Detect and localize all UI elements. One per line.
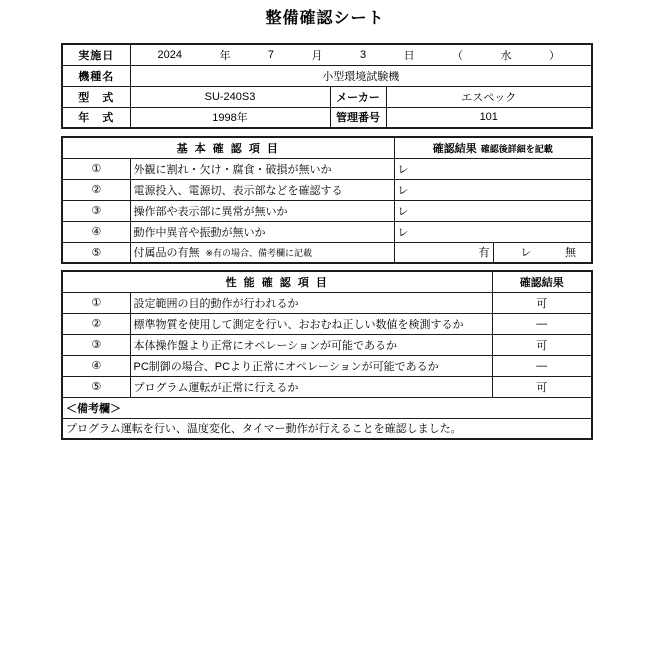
date-day: 3 <box>359 48 367 61</box>
date-day-unit: 日 <box>403 49 415 62</box>
basic-result-check: レ <box>394 158 592 179</box>
basic-item-number: ① <box>62 158 130 179</box>
perf-result: 可 <box>492 292 592 313</box>
perf-item-number: ④ <box>62 355 130 376</box>
basic-item-number: ③ <box>62 200 130 221</box>
date-paren-open: （ <box>452 49 464 62</box>
accessory-check: レ <box>520 247 532 260</box>
perf-header: 性 能 確 認 項 目 <box>62 271 492 292</box>
date-year: 2024 <box>157 48 182 61</box>
perf-item-text: PC制御の場合、PCより正常にオペレーションが可能であるか <box>130 355 492 376</box>
date-label: 実施日 <box>62 44 130 65</box>
basic-result-check: レ <box>394 200 592 221</box>
accessory-no-cell <box>493 242 592 263</box>
model-name-label: 機種名 <box>62 65 130 86</box>
basic-row-3 <box>62 200 592 221</box>
remarks-body-row <box>62 418 592 439</box>
date-month: 7 <box>267 48 275 61</box>
basic-result-header: 確認結果 <box>432 142 477 155</box>
page-title: 整備確認シート <box>265 10 385 27</box>
date-row <box>62 44 592 65</box>
model-row <box>62 86 592 107</box>
basic-result-check: レ <box>394 179 592 200</box>
date-weekday: 水 <box>500 49 512 62</box>
date-value <box>134 47 589 63</box>
basic-header: 基 本 確 認 項 目 <box>62 137 394 158</box>
control-number-label: 管理番号 <box>330 107 386 128</box>
basic-item-text: 電源投入、電源切、表示部などを確認する <box>130 179 394 200</box>
basic-row-5 <box>62 242 592 263</box>
date-paren-close: ） <box>548 49 560 62</box>
accessory-yes-cell: 有 <box>394 242 493 263</box>
basic-item-number: ④ <box>62 221 130 242</box>
year-value: 1998年 <box>130 107 330 128</box>
basic-item-text: 動作中異音や振動が無いか <box>130 221 394 242</box>
date-year-unit: 年 <box>219 49 231 62</box>
perf-item-number: ② <box>62 313 130 334</box>
model-name-value: 小型環境試験機 <box>130 65 592 86</box>
perf-item-text: 本体操作盤より正常にオペレーションが可能であるか <box>130 334 492 355</box>
perf-row-5 <box>62 376 592 397</box>
perf-row-2 <box>62 313 592 334</box>
basic-item-text-cell <box>130 242 394 263</box>
basic-item-text: 付属品の有無 <box>133 247 200 260</box>
basic-item-text: 外観に割れ・欠け・腐食・破損が無いか <box>130 158 394 179</box>
basic-item-number: ② <box>62 179 130 200</box>
model-label: 型 式 <box>62 86 130 107</box>
basic-item-note: ※有の場合、備考欄に記載 <box>205 248 313 259</box>
perf-item-number: ① <box>62 292 130 313</box>
year-label: 年 式 <box>62 107 130 128</box>
perf-result: 可 <box>492 334 592 355</box>
perf-result: ― <box>492 313 592 334</box>
basic-result-note: 確認後詳細を記載 <box>480 143 553 154</box>
perf-header-row <box>62 271 592 292</box>
basic-item-text: 操作部や表示部に異常が無いか <box>130 200 394 221</box>
perf-item-number: ③ <box>62 334 130 355</box>
perf-item-text: 標準物質を使用して測定を行い、おおむね正しい数値を検測するか <box>130 313 492 334</box>
perf-row-4 <box>62 355 592 376</box>
basic-check-table <box>61 136 593 264</box>
accessory-no-flex <box>497 244 589 260</box>
performance-check-table <box>61 270 593 440</box>
year-row <box>62 107 592 128</box>
perf-result: 可 <box>492 376 592 397</box>
model-value: SU-240S3 <box>130 86 330 107</box>
remarks-text: プログラム運転を行い、温度変化、タイマー動作が行えることを確認しました。 <box>62 418 592 439</box>
maker-value: エスペック <box>386 86 592 107</box>
model-name-row <box>62 65 592 86</box>
remarks-header-row <box>62 397 592 418</box>
control-number-value: 101 <box>386 107 592 128</box>
perf-row-3 <box>62 334 592 355</box>
perf-row-1 <box>62 292 592 313</box>
perf-result-header: 確認結果 <box>492 271 592 292</box>
basic-row-2 <box>62 179 592 200</box>
remarks-header: ＜備考欄＞ <box>62 397 592 418</box>
perf-result: ― <box>492 355 592 376</box>
basic-result-check: レ <box>394 221 592 242</box>
basic-item-number: ⑤ <box>62 242 130 263</box>
basic-header-row <box>62 137 592 158</box>
perf-item-number: ⑤ <box>62 376 130 397</box>
info-table <box>61 43 593 129</box>
accessory-no-label: 無 <box>565 247 577 260</box>
maker-label: メーカー <box>330 86 386 107</box>
basic-result-header-cell <box>394 137 592 158</box>
date-month-unit: 月 <box>311 49 323 62</box>
basic-row-1 <box>62 158 592 179</box>
perf-item-text: 設定範囲の目的動作が行われるか <box>130 292 492 313</box>
basic-row-4 <box>62 221 592 242</box>
date-value-cell <box>130 44 592 65</box>
perf-item-text: プログラム運転が正常に行えるか <box>130 376 492 397</box>
